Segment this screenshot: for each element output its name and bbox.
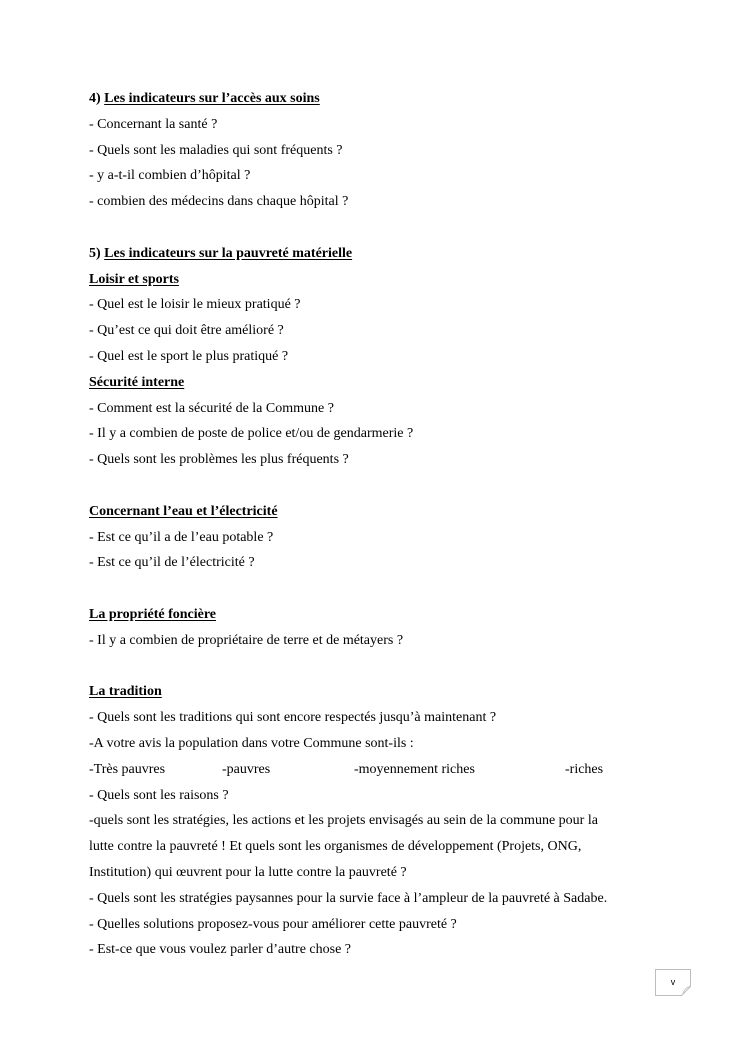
page-curl-icon — [681, 986, 691, 996]
question-line: - Concernant la santé ? — [89, 116, 218, 132]
question-line: - Est-ce que vous voulez parler d’autre chose ? — [89, 942, 351, 958]
spacer — [89, 654, 669, 680]
question-line: - y a-t-il combien d’hôpital ? — [89, 168, 251, 184]
eau-heading: Concernant l’eau et l’électricité — [89, 503, 278, 519]
securite-heading: Sécurité interne — [89, 374, 185, 390]
question-line: - Quels sont les stratégies paysannes pour la survie face à l’ampleur de la pauvreté à Sadabe. — [89, 890, 608, 906]
paragraph-line: lutte contre la pauvreté ! Et quels sont les organismes de développement (Projets, ONG, — [89, 839, 582, 855]
option-tres-pauvres: -Très pauvres — [89, 761, 166, 777]
section-4-title: Les indicateurs sur l’accès aux soins — [104, 91, 320, 106]
question-line: - Il y a combien de poste de police et/ou de gendarmerie ? — [89, 426, 414, 442]
question-line: - Quelles solutions proposez-vous pour améliorer cette pauvreté ? — [89, 916, 457, 932]
question-line: - Quels sont les problèmes les plus fréquents ? — [89, 452, 349, 468]
paragraph-line: -quels sont les stratégies, les actions et les projets envisagés au sein de la commune pour la — [89, 813, 598, 829]
question-line: - combien des médecins dans chaque hôpital ? — [89, 194, 349, 210]
question-line: - Quel est le sport le plus pratiqué ? — [89, 348, 289, 364]
question-line: -A votre avis la population dans votre Commune sont-ils : — [89, 735, 414, 751]
spacer — [89, 215, 669, 241]
spacer — [89, 576, 669, 602]
question-line: - Est ce qu’il de l’électricité ? — [89, 555, 255, 571]
page-content — [89, 86, 669, 963]
question-line: - Quels sont les traditions qui sont encore respectés jusqu’à maintenant ? — [89, 710, 497, 726]
question-line: - Il y a combien de propriétaire de terre et de métayers ? — [89, 632, 404, 648]
option-riches: -riches — [565, 761, 604, 777]
spacer — [89, 473, 669, 499]
tradition-heading: La tradition — [89, 684, 162, 700]
section-5-heading — [89, 241, 669, 267]
page-number: v — [670, 977, 676, 987]
option-moyennement-riches: -moyennement riches — [354, 761, 475, 777]
question-line: - Quel est le loisir le mieux pratiqué ? — [89, 297, 301, 313]
question-line: - Qu’est ce qui doit être amélioré ? — [89, 323, 284, 339]
option-pauvres: -pauvres — [222, 761, 271, 777]
question-line: - Quels sont les raisons ? — [89, 787, 229, 803]
question-line: - Est ce qu’il a de l’eau potable ? — [89, 529, 274, 545]
loisir-heading: Loisir et sports — [89, 271, 179, 287]
propriete-heading: La propriété foncière — [89, 606, 217, 622]
paragraph-line: Institution) qui œuvrent pour la lutte contre la pauvreté ? — [89, 864, 407, 880]
section-5-number: 5) — [89, 245, 105, 261]
poverty-options — [89, 757, 669, 783]
section-4-number: 4) — [89, 91, 105, 106]
section-5-title: Les indicateurs sur la pauvreté matérielle — [104, 245, 353, 261]
question-line: - Quels sont les maladies qui sont fréquents ? — [89, 142, 343, 158]
section-4-heading — [89, 86, 669, 112]
question-line: - Comment est la sécurité de la Commune ? — [89, 400, 334, 416]
page-number-box — [655, 969, 691, 996]
